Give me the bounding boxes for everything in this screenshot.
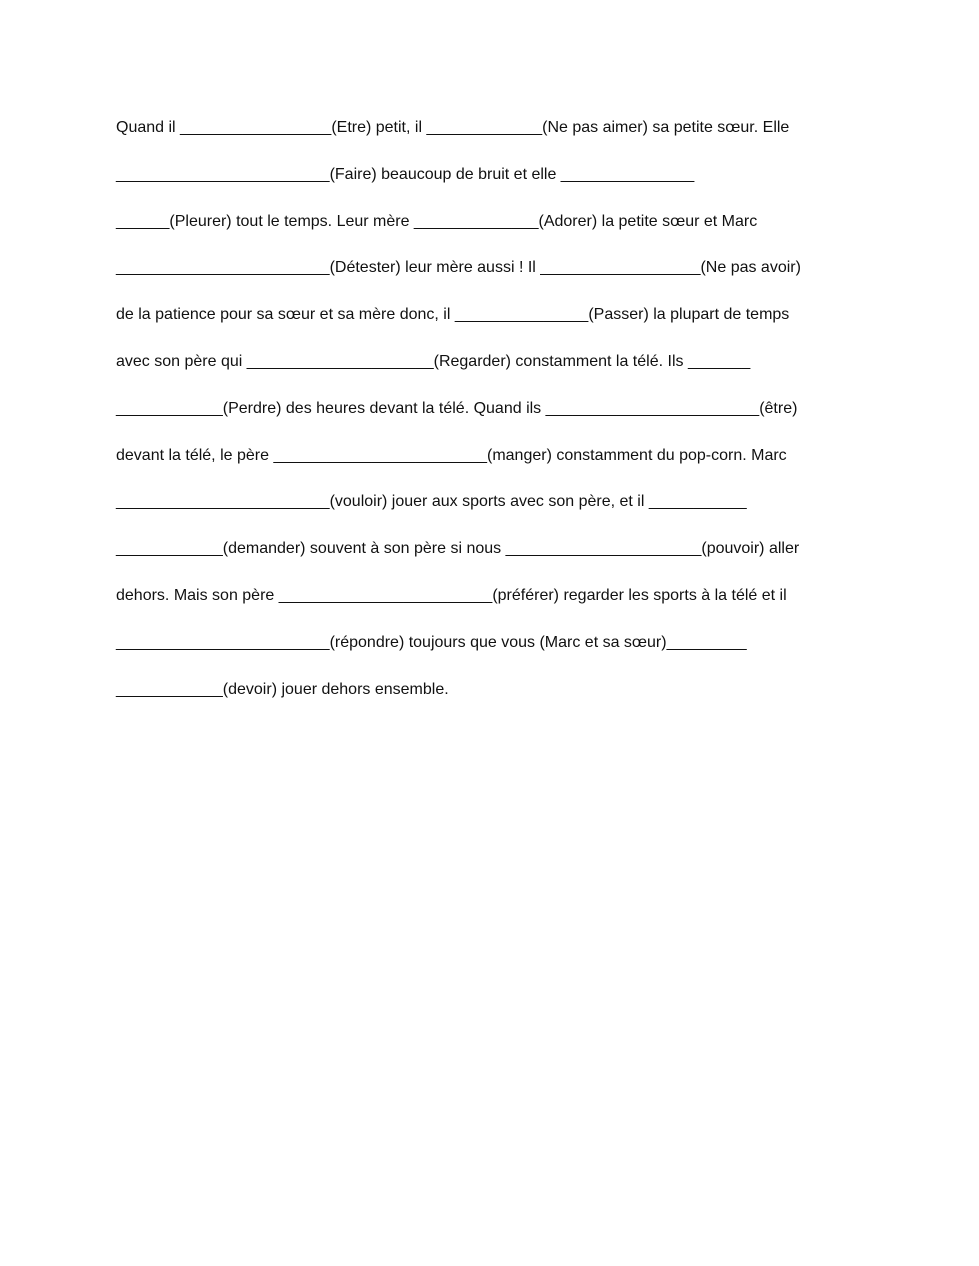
text-line-1: Quand il _________________(Etre) petit, il _____________(Ne pas aimer) sa petite sœur. Elle: [116, 119, 790, 136]
exercise-paragraph: [116, 114, 876, 722]
text-line-12: ________________________(répondre) toujours que vous (Marc et sa sœur)_________: [116, 633, 747, 651]
text-line-8: devant la télé, le père ________________________(manger) constamment du pop-corn. Marc: [116, 446, 787, 464]
text-line-9: ________________________(vouloir) jouer aux sports avec son père, et il ___________: [116, 493, 747, 511]
text-line-10: ____________(demander) souvent à son père si nous ______________________(pouvoir) aller: [116, 540, 800, 558]
text-line-6: avec son père qui _____________________(Regarder) constamment la télé. Ils _______: [116, 352, 751, 370]
text-line-13: ____________(devoir) jouer dehors ensemble.: [116, 680, 449, 698]
text-line-11: dehors. Mais son père ________________________(préférer) regarder les sports à la télé et il: [116, 586, 787, 604]
text-line-7: ____________(Perdre) des heures devant la télé. Quand ils ________________________(être): [116, 399, 798, 417]
text-line-5: de la patience pour sa sœur et sa mère donc, il _______________(Passer) la plupart de temps: [116, 306, 790, 324]
text-line-2: ________________________(Faire) beaucoup de bruit et elle _______________: [116, 165, 695, 183]
text-line-3: ______(Pleurer) tout le temps. Leur mère ______________(Adorer) la petite sœur et Marc: [116, 212, 758, 230]
text-line-4: ________________________(Détester) leur mère aussi ! Il __________________(Ne pas avoir): [116, 259, 801, 277]
